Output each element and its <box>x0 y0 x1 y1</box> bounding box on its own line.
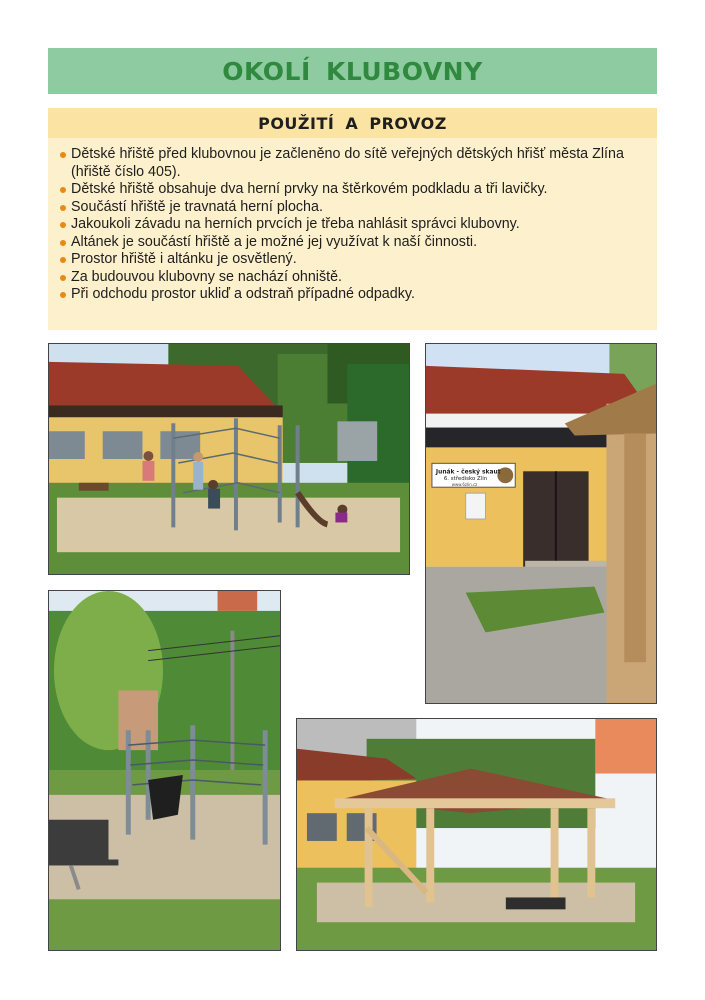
list-item: Součástí hřiště je travnatá herní plocha. <box>60 199 649 217</box>
photo-playground-climber <box>48 590 281 951</box>
page-title: OKOLÍ KLUBOVNY <box>222 56 483 86</box>
list-item: Při odchodu prostor ukliď a odstraň případné odpadky. <box>60 286 649 304</box>
sign-line-2: 6. středisko Zlín <box>443 476 488 483</box>
bullet-icon <box>60 187 66 193</box>
list-item: Prostor hřiště i altánku je osvětlený. <box>60 251 649 269</box>
usage-info-box <box>48 108 657 330</box>
sign-line-3: www.6zlin.cz <box>451 482 478 488</box>
list-item: Dětské hřiště před klubovnou je začleněno do sítě veřejných dětských hřišť města Zlína (hřiště číslo 405). <box>60 146 649 181</box>
sign-line-1: Junák - český skaut <box>435 468 501 476</box>
page-title-bar <box>48 48 657 94</box>
photo-playground-front <box>48 343 410 575</box>
bullet-icon <box>60 275 66 281</box>
list-item: Altánek je součástí hřiště a je možné jej využívat k naší činnosti. <box>60 234 649 252</box>
photo-clubhouse-entrance <box>425 343 657 704</box>
usage-heading-bar <box>48 108 657 138</box>
photo-gazebo <box>296 718 657 951</box>
list-item: Dětské hřiště obsahuje dva herní prvky na štěrkovém podkladu a tři lavičky. <box>60 181 649 199</box>
usage-list <box>48 138 657 304</box>
bullet-icon <box>60 205 66 211</box>
list-item: Za budouvou klubovny se nachází ohniště. <box>60 269 649 287</box>
bullet-icon <box>60 222 66 228</box>
list-item: Jakoukoli závadu na herních prvcích je třeba nahlásit správci klubovny. <box>60 216 649 234</box>
bullet-icon <box>60 292 66 298</box>
usage-heading: POUŽITÍ A PROVOZ <box>258 113 447 133</box>
bullet-icon <box>60 257 66 263</box>
bullet-icon <box>60 152 66 158</box>
bullet-icon <box>60 240 66 246</box>
